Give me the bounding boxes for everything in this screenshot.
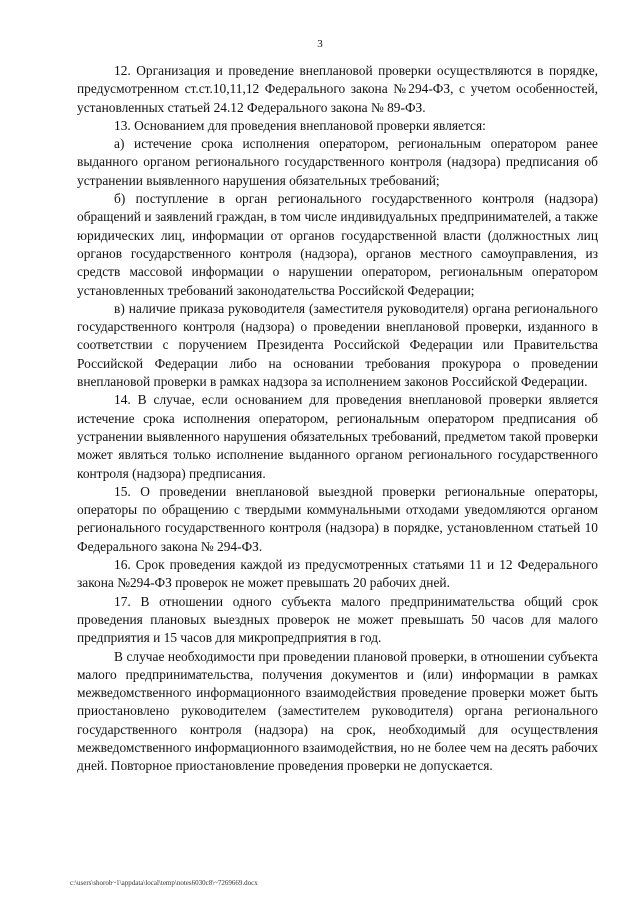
- paragraph-16-duration: 16. Срок проведения каждой из предусмотренных статьями 11 и 12 Федерального закона №294-ФЗ проверок не может превышать 20 рабочих дней.: [77, 557, 598, 591]
- footer-file-path: c:\users\shorob~1\appdata\local\temp\notes6030c8\~7269669.docx: [70, 879, 258, 887]
- paragraph-13-item-v: в) наличие приказа руководителя (заместителя руководителя) органа регионального государственного контроля (надзора) о проведении внеплановой проверки, изданного в соответствии с поручением Президента Российской Федерации или Правительства Российской Федерации либо на основании требования прокурора о проведении внеплановой проверки в рамках надзора за исполнением законов Российской Федерации.: [77, 300, 598, 390]
- paragraph-suspension: В случае необходимости при проведении плановой проверки, в отношении субъекта малого предпринимательства, получения документов и (или) информации в рамках межведомственного информационного взаимодействия проведение проверки может быть приостановлено руководителем (заместителем руководителя) органа регионального государственного контроля (надзора) на срок, необходимый для осуществления межведомственного информационного взаимодействия, но не более чем на десять рабочих дней. Повторное приостановление проведения проверки не допускается.: [77, 648, 598, 774]
- paragraph-17-small-business: 17. В отношении одного субъекта малого предпринимательства общий срок проведения плановых выездных проверок не может превышать 50 часов для малого предприятия и 15 часов для микропредприятия в год.: [77, 593, 598, 646]
- paragraph-15-notification: 15. О проведении внеплановой выездной проверки региональные операторы, операторы по обращению с твердыми коммунальными отходами уведомляются органом регионального государственного контроля (надзора) в порядке, установленном статьей 10 Федерального закона № 294-ФЗ.: [77, 483, 598, 554]
- paragraph-13-item-b: б) поступление в орган регионального государственного контроля (надзора) обращений и заявлений граждан, в том числе индивидуальных предпринимателей, а также юридических лиц, информации от органов государственной власти (должностных лиц органов государственного контроля (надзора), органов местного самоуправления, из средств массовой информации о нарушении оператором, региональным оператором установленных требований законодательства Российской Федерации;: [77, 191, 598, 298]
- paragraph-12-organization: 12. Организация и проведение внеплановой проверки осуществляются в порядке, предусмотренном ст.ст.10,11,12 Федерального закона №294-ФЗ, с учетом особенностей, установленных статьей 24.12 Федерального закона № 89-ФЗ.: [77, 63, 598, 115]
- paragraph-13-grounds: 13. Основанием для проведения внеплановой проверки является:: [114, 117, 486, 133]
- document-body: [77, 62, 598, 776]
- page-number: 3: [317, 38, 323, 50]
- paragraph-13-item-a: а) истечение срока исполнения оператором, региональным оператором ранее выданного органом регионального государственного контроля (надзора) предписания об устранении выявленного нарушения обязательных требований;: [77, 136, 598, 188]
- paragraph-14-subject: 14. В случае, если основанием для проведения внеплановой проверки является истечение срока исполнения оператором, региональным оператором предписания об устранении выявленного нарушения обязательных требований, предметом такой проверки может являться только исполнение выданного органом регионального государственного контроля (надзора) предписания.: [77, 392, 598, 481]
